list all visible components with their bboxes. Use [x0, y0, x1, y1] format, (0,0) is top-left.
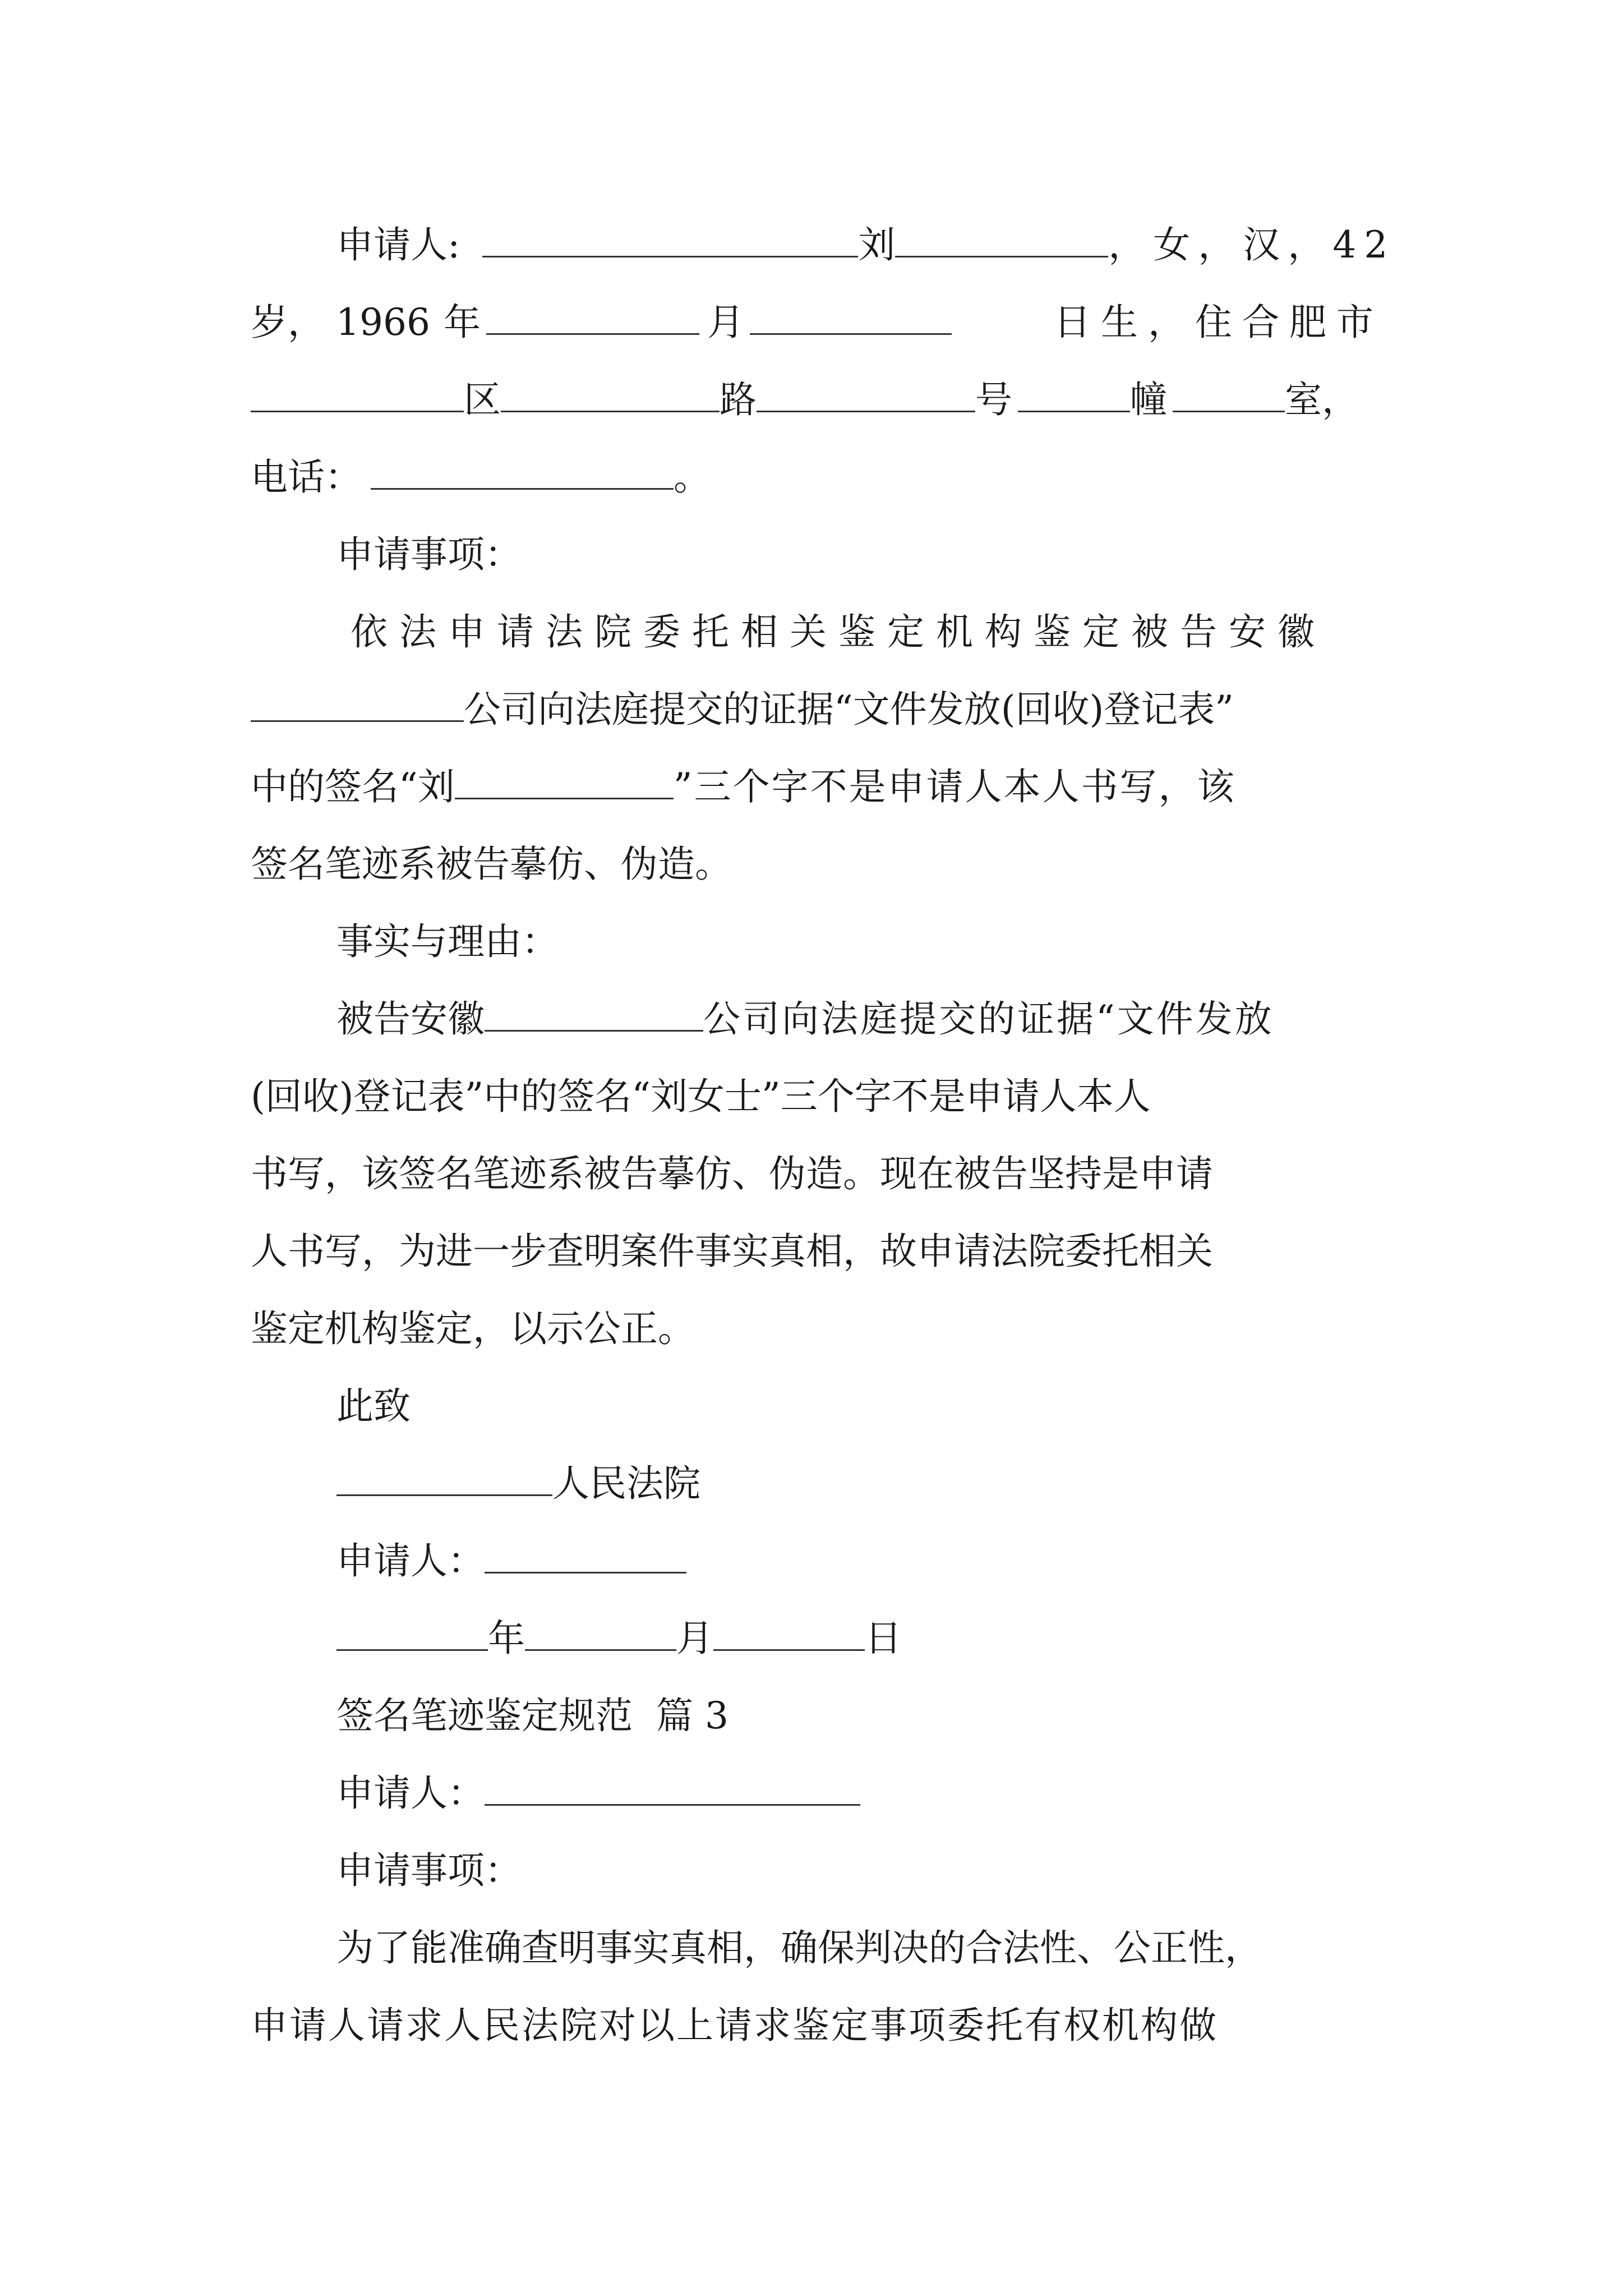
request-line-1 — [351, 607, 1384, 657]
request-label: 申请事项： — [336, 533, 522, 576]
blank-field — [713, 1616, 865, 1651]
blank-field — [371, 454, 674, 490]
sign-line — [336, 1536, 1384, 1586]
blank-field — [501, 377, 720, 412]
facts-line-1 — [336, 994, 1384, 1045]
request-line-3 — [251, 762, 1384, 812]
request-line-4: 签名笔迹系被告摹仿、伪造。 — [251, 843, 732, 886]
born-city: 日生，住合肥市 — [1054, 301, 1384, 344]
section3-line-2: 申请人请求人民法院对以上请求鉴定事项委托有权机构做 — [251, 2004, 1218, 2047]
blank-field — [1018, 377, 1130, 412]
section3-line-1: 为了能准确查明事实真相，确保判决的合法性、公正性， — [336, 1926, 1262, 1970]
blank-field — [482, 222, 858, 257]
facts-line-4: 人书写，为进一步查明案件事实真相，故申请法院委托相关 — [251, 1230, 1213, 1273]
applicant-label: 申请人: — [336, 223, 460, 266]
blank-field — [750, 300, 952, 335]
gender-ethnic-age: ，女，汉，42 — [1108, 223, 1396, 266]
blank-field — [757, 377, 975, 412]
phone-line — [251, 452, 1384, 503]
applicant-line — [336, 220, 1396, 270]
blank-field — [486, 300, 699, 335]
date-year-label: 年 — [488, 1617, 525, 1660]
number-label: 号 — [975, 378, 1012, 421]
room-label: 室， — [1285, 378, 1359, 421]
blank-field — [485, 1770, 860, 1806]
road-label: 路 — [720, 378, 757, 421]
blank-field — [336, 1616, 488, 1651]
section3-request-label: 申请事项： — [336, 1849, 522, 1892]
section3-applicant-line — [336, 1768, 1384, 1819]
salutation: 此致 — [336, 1384, 411, 1428]
date-line — [336, 1613, 1384, 1664]
blank-field — [1173, 377, 1285, 412]
court-label: 人民法院 — [552, 1462, 700, 1505]
age-unit: 岁， — [251, 301, 325, 344]
facts-text-1b: 公司向法庭提交的证据“文件发放 — [703, 997, 1274, 1041]
phone-label: 电话： — [251, 455, 362, 499]
blank-field — [895, 222, 1108, 257]
request-text-3a: 中的签名“刘 — [251, 765, 455, 808]
birth-line — [251, 297, 1384, 348]
blank-field — [525, 1616, 676, 1651]
facts-text-1a: 被告安徽 — [336, 997, 485, 1041]
request-text-3b: ”三个字不是申请人本人书写，该 — [673, 765, 1236, 808]
section3-heading: 签名笔迹鉴定规范 篇 3 — [336, 1694, 728, 1737]
date-day-label: 日 — [865, 1617, 902, 1660]
blank-field — [251, 687, 464, 722]
blank-field — [251, 377, 464, 412]
year-label: 年 — [443, 301, 481, 344]
facts-line-3: 书写，该签名笔迹系被告摹仿、伪造。现在被告坚持是申请 — [251, 1152, 1213, 1195]
request-text-2: 公司向法庭提交的证据“文件发放(回收)登记表” — [464, 688, 1234, 731]
blank-field — [455, 764, 674, 799]
building-label: 幢 — [1130, 378, 1167, 421]
date-month-label: 月 — [676, 1617, 713, 1660]
blank-field — [336, 1461, 552, 1496]
blank-field — [485, 996, 703, 1032]
facts-label: 事实与理由： — [336, 920, 559, 963]
section3-applicant-label: 申请人： — [336, 1772, 485, 1815]
birth-year: 1966 — [336, 301, 430, 344]
month-label: 月 — [707, 301, 744, 344]
facts-line-2: (回收)登记表”中的签名“刘女士”三个字不是申请人本人 — [251, 1075, 1151, 1118]
blank-field — [485, 1538, 686, 1573]
request-line-2 — [251, 684, 1384, 735]
period: 。 — [674, 455, 711, 499]
address-line — [251, 375, 1384, 425]
request-text-1: 依法申请法院委托相关鉴定机构鉴定被告安徽 — [351, 610, 1326, 654]
sign-label: 申请人： — [336, 1539, 485, 1582]
facts-line-5: 鉴定机构鉴定，以示公正。 — [251, 1307, 695, 1350]
court-line — [336, 1458, 1384, 1509]
district-label: 区 — [464, 378, 501, 421]
surname-liu: 刘 — [858, 223, 896, 266]
